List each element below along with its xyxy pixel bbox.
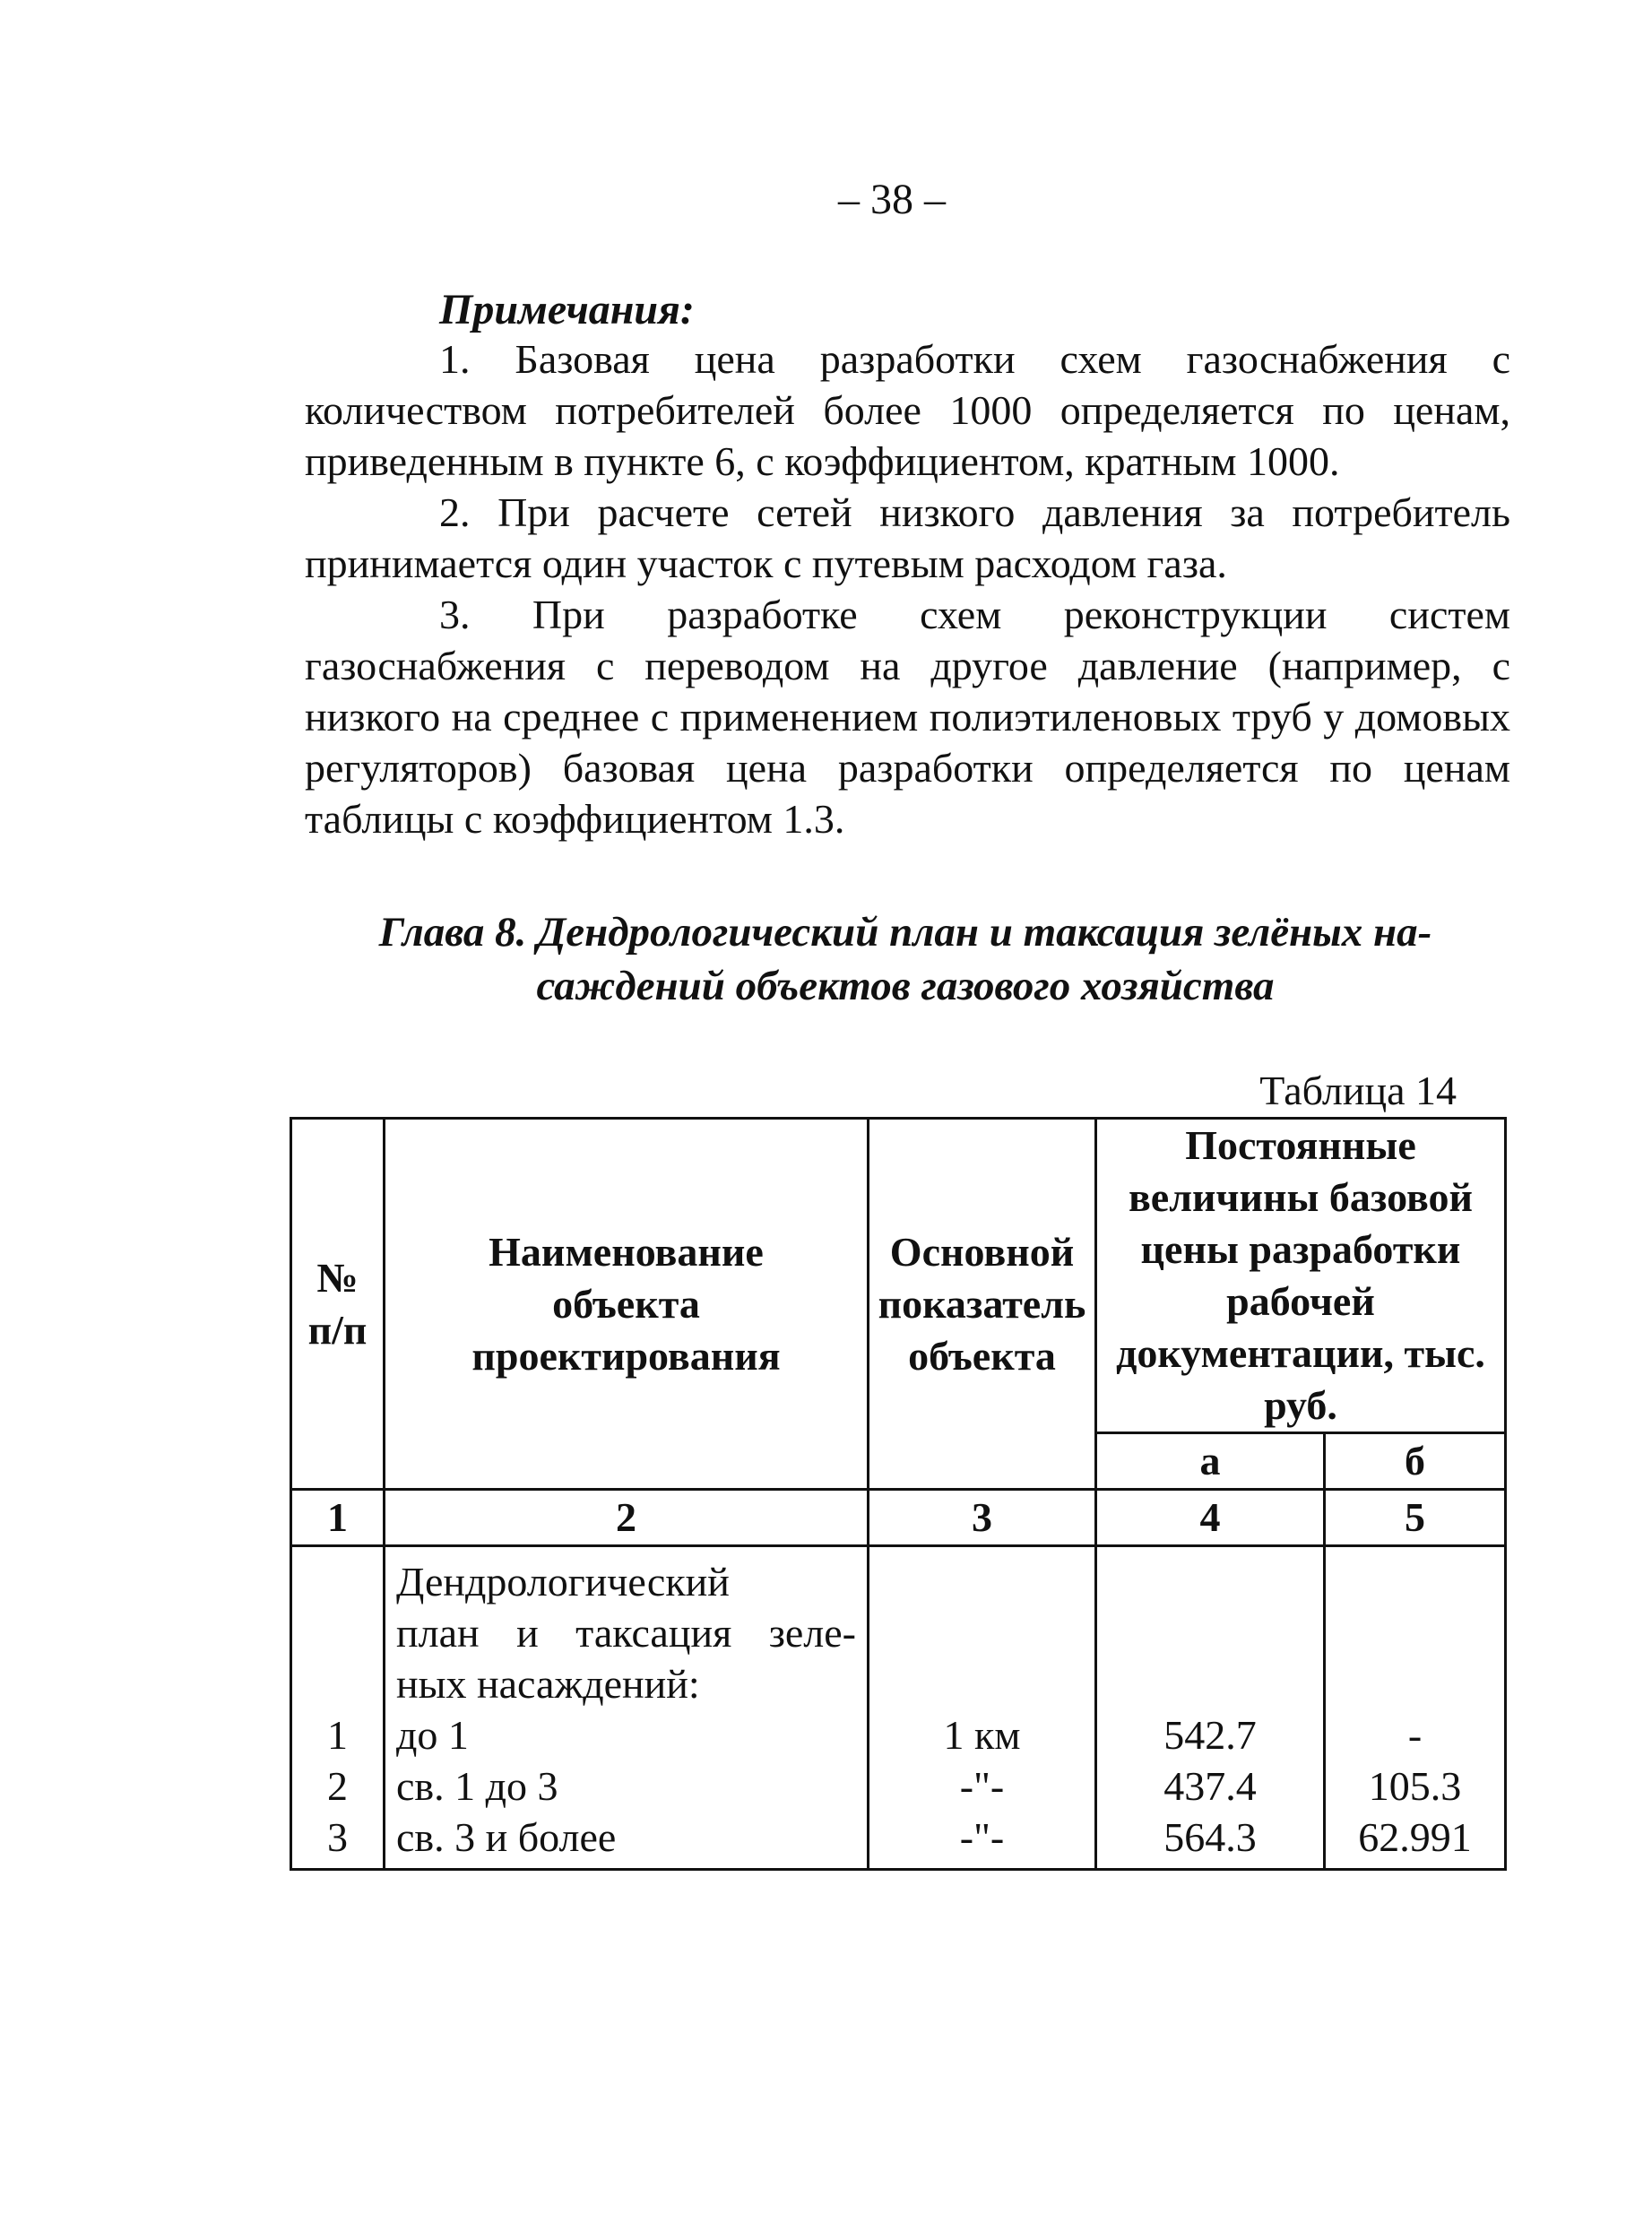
group-label-line: ных насаждений: <box>396 1661 700 1707</box>
column-number: 2 <box>385 1490 869 1546</box>
group-label-line: план и таксация зеле- <box>396 1610 856 1656</box>
cell-name <box>385 1546 869 1870</box>
header-number <box>291 1119 385 1490</box>
header-sub-b: б <box>1325 1433 1506 1490</box>
header-sub-a: а <box>1096 1433 1325 1490</box>
column-number: 1 <box>291 1490 385 1546</box>
price-table <box>290 1117 1507 1871</box>
notes-title: Примечания: <box>439 286 695 333</box>
row-num: 2 <box>327 1763 348 1809</box>
note-item: 1. Базовая цена разработки схем газоснабжения с количеством потребителей более 1000 определяется по ценам, приведенным в пункте 6, с коэффициентом, кратным 1000. <box>305 336 1510 484</box>
header-main-indicator <box>869 1119 1096 1490</box>
notes-section <box>305 333 1510 844</box>
header-base-price <box>1096 1119 1506 1433</box>
row-value-a: 437.4 <box>1163 1763 1257 1809</box>
row-value-b: - <box>1407 1712 1423 1758</box>
cell-value-b <box>1325 1546 1506 1870</box>
chapter-heading-line: Глава 8. Дендрологический план и таксация зелёных на- <box>378 909 1432 956</box>
cell-num <box>291 1546 385 1870</box>
header-number-text: № п/п <box>307 1254 368 1353</box>
row-indicator: -"- <box>959 1814 1005 1860</box>
group-label-line: Дендрологический <box>396 1559 730 1605</box>
row-name: св. 1 до 3 <box>396 1763 558 1809</box>
column-number: 3 <box>869 1490 1096 1546</box>
header-object-name-text: Наименование объекта проектирования <box>471 1228 781 1379</box>
column-number: 4 <box>1096 1490 1325 1546</box>
column-number: 5 <box>1325 1490 1506 1546</box>
row-num: 1 <box>327 1712 348 1758</box>
row-value-b: 62.991 <box>1358 1814 1472 1860</box>
chapter-heading <box>314 905 1497 1013</box>
row-value-b: 105.3 <box>1368 1763 1462 1809</box>
header-object-name <box>385 1119 869 1490</box>
row-name: св. 3 и более <box>396 1814 617 1860</box>
cell-value-a <box>1096 1546 1325 1870</box>
cell-indicator <box>869 1546 1096 1870</box>
table-caption: Таблица 14 <box>1259 1068 1457 1113</box>
row-value-a: 564.3 <box>1163 1814 1257 1860</box>
row-name: до 1 <box>396 1712 469 1758</box>
header-main-indicator-text: Основной показатель объекта <box>878 1228 1086 1379</box>
row-num: 3 <box>327 1814 348 1860</box>
row-value-a: 542.7 <box>1163 1712 1257 1758</box>
note-item: 3. При разработке схем реконструкции систем газоснабжения с переводом на другое давление (например, с низкого на среднее с применением полиэтиленовых труб у домовых регуляторов) базовая цена разработки определяется по ценам таблицы с коэффициентом 1.3. <box>305 592 1510 842</box>
chapter-heading-line: саждений объектов газового хозяйства <box>536 963 1275 1009</box>
row-indicator: 1 км <box>943 1712 1021 1758</box>
page-number: – 38 – <box>838 176 946 223</box>
row-indicator: -"- <box>959 1763 1005 1809</box>
table-row <box>291 1546 1506 1870</box>
header-base-price-text: Постоянные величины базовой цены разработки рабочей документации, тыс. руб. <box>1116 1122 1485 1428</box>
note-item: 2. При расчете сетей низкого давления за потребитель принимается один участок с путевым расходом газа. <box>305 489 1510 586</box>
